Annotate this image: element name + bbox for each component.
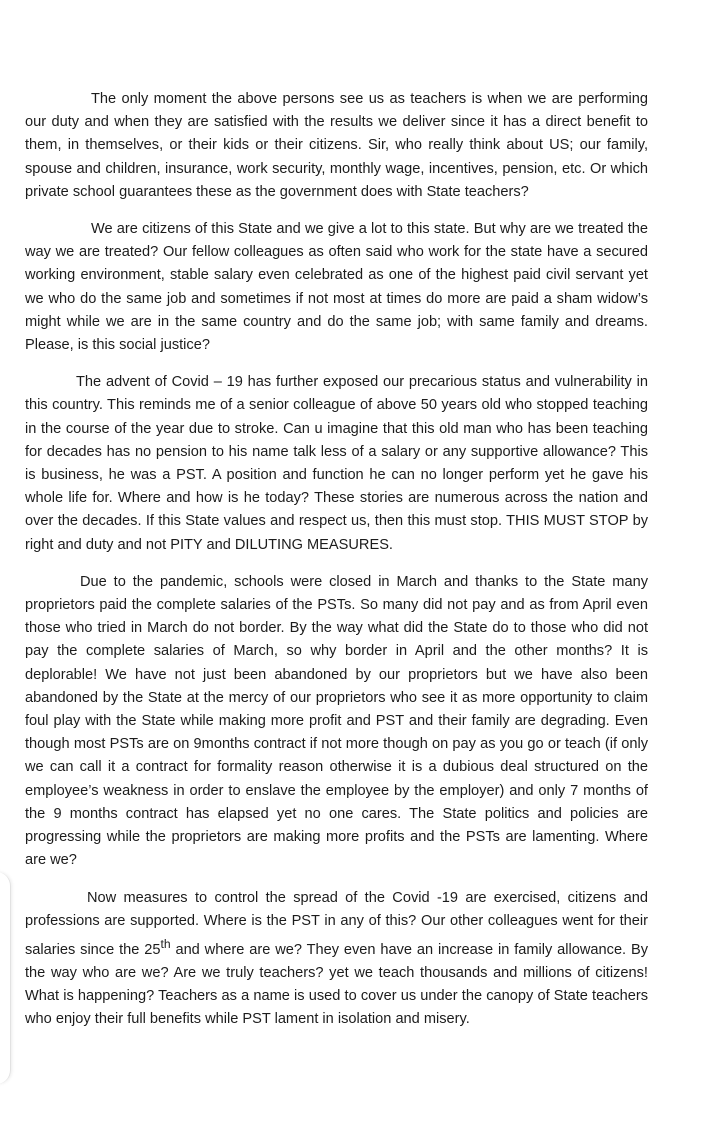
paragraph-5-part-2: and where are we? They even have an increase in family allowance. By the way who are we? Are we truly teachers? yet we teach thousands and millions of citizens! What is happening? Teachers as a name is used to cover us under the canopy of State teachers who enjoy their full benefits while PST lament in isolation and misery. <box>25 941 648 1028</box>
paragraph-1: The only moment the above persons see us as teachers is when we are performing our duty and when they are satisfied with the results we deliver since it has a direct benefit to them, in themselves, or their kids or their citizens. Sir, who really think about US; our family, spouse and children, insurance, work security, monthly wage, incentives, pension, etc. Or which private school guarantees these as the government does with State teachers? <box>25 91 648 200</box>
document-body <box>25 88 648 1046</box>
paragraph-2: We are citizens of this State and we give a lot to this state. But why are we treated the way we are treated? Our fellow colleagues as often said who work for the state have a secured working environment, stable salary even celebrated as one of the highest paid civil servant yet we who do the same job and sometimes if not most at times do more are paid a sham widow’s might while we are in the same country and do the same job; with same family and dreams. Please, is this social justice? <box>25 221 648 354</box>
paragraph-5 <box>25 887 648 1032</box>
paragraph-3: The advent of Covid – 19 has further exposed our precarious status and vulnerability in this country. This reminds me of a senior colleague of above 50 years old who stopped teaching in the course of the year due to stroke. Can u imagine that this old man who has been teaching for decades has no pension to his name talk less of a salary or any supportive allowance? This is business, he was a PST. A position and function he can no longer perform yet he gave his whole life for. Where and how is he today? These stories are numerous across the nation and over the decades. If this State values and respect us, then this must stop. THIS MUST STOP by right and duty and not PITY and DILUTING MEASURES. <box>25 374 648 553</box>
page-edge-shadow <box>0 872 11 1084</box>
paragraph-4: Due to the pandemic, schools were closed in March and thanks to the State many proprietors paid the complete salaries of the PSTs. So many did not pay and as from April even those who tried in March do not border. By the way what did the State do to those who did not pay the complete salaries of March, so why border in April and the other months? It is deplorable! We have not just been abandoned by our proprietors but we have also been abandoned by the State at the mercy of our proprietors who see it as more opportunity to claim foul play with the State while making more profit and PST and their family are degrading. Even though most PSTs are on 9months contract if not more though on pay as you go or teach (if only we can call it a contract for formality reason otherwise it is a dubious deal structured on the employee’s weakness in order to enslave the employee by the employer) and only 7 months of the 9 months contract has elapsed yet no one cares. The State politics and policies are progressing while the proprietors are making more profits and the PSTs are lamenting. Where are we? <box>25 573 648 869</box>
paragraph-5-part-1: Now measures to control the spread of the Covid -19 are exercised, citizens and professions are supported. Where is the PST in any of this? Our other colleagues went for their salaries since the 25 <box>25 889 648 958</box>
ordinal-suffix: th <box>160 936 171 951</box>
